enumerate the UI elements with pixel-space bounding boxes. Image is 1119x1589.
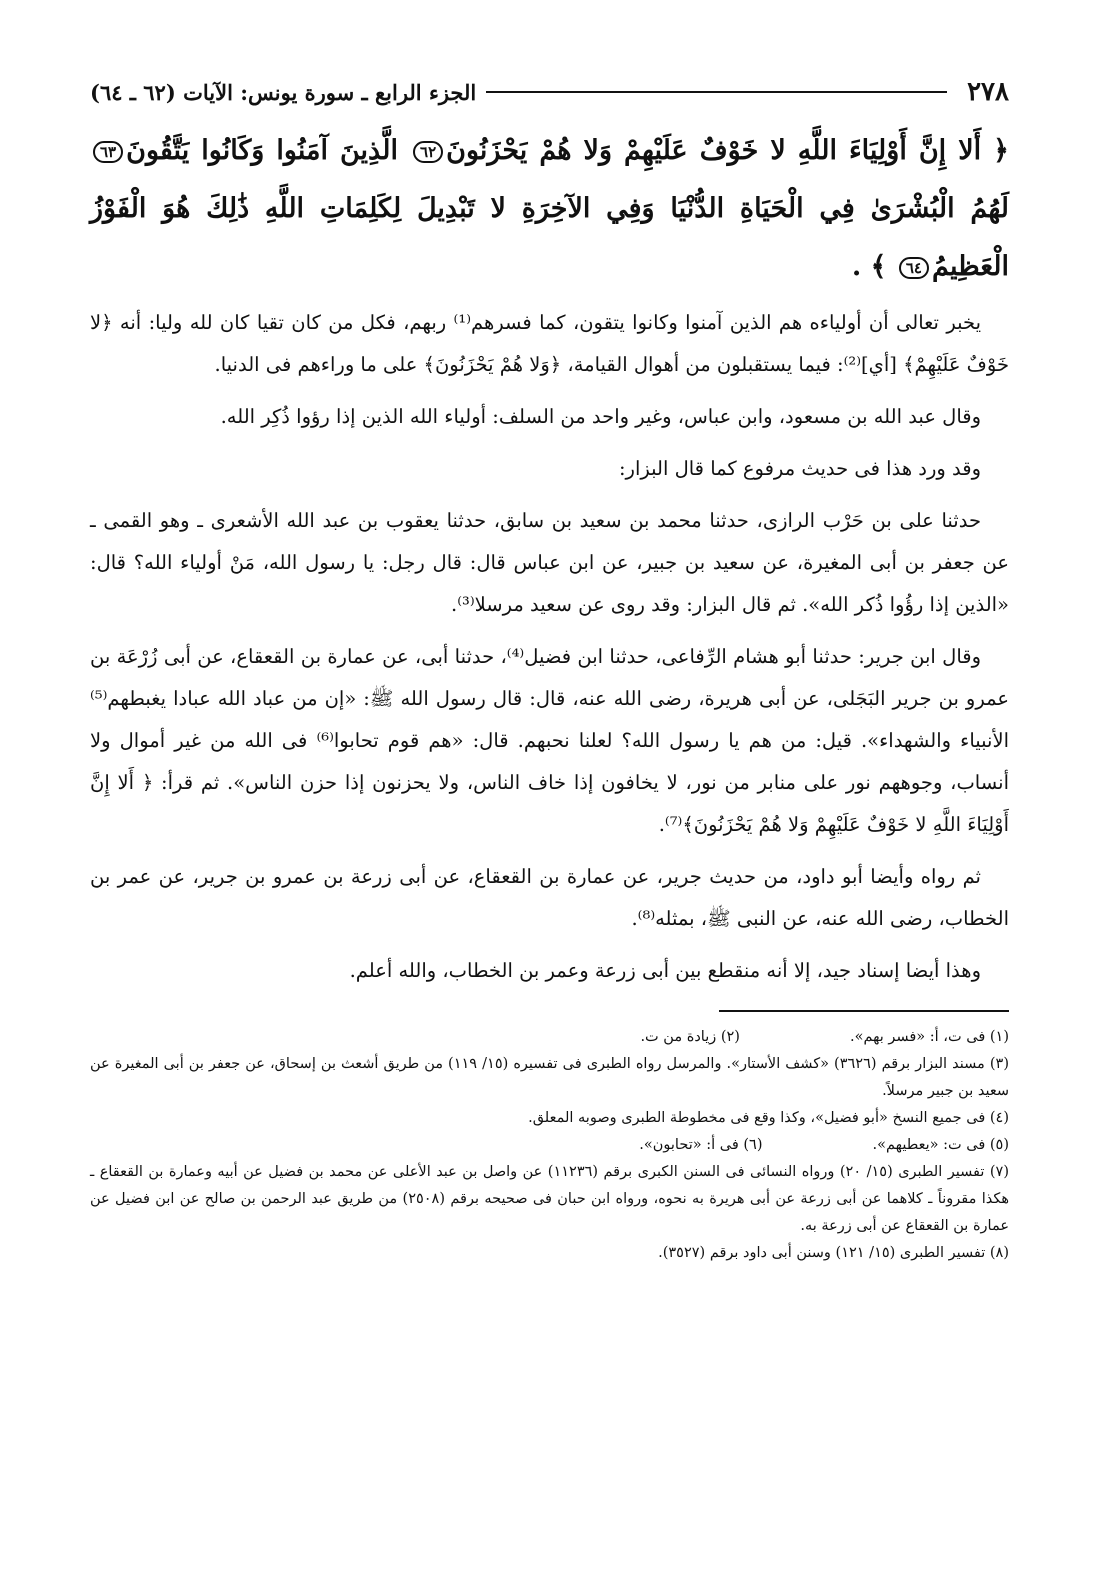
- footnotes: [90, 1024, 1009, 1267]
- footnote-2: (٢) زيادة من ت.: [640, 1029, 740, 1045]
- verse-end: ﴾ .: [851, 251, 887, 282]
- footnote-7: (٧) تفسير الطبرى (١٥/ ٢٠) ورواه النسائى فى السنن الكبرى برقم (١١٢٣٦) عن واصل بن عبد الأعلى عن محمد بن فضيل عن أبيه وعمارة بن القعقاع ـ هكذا مقروناً ـ كلاهما عن أبى زرعة عن أبى هريرة به نحوه، ورواه ابن حبان فى صحيحه برقم (٢٥٠٨) من طريق عبد الرحمن بن صالح عن ابن فضيل عن عمارة بن القعقاع عن أبى زرعة به.: [90, 1164, 1009, 1234]
- paragraph-2: وقال عبد الله بن مسعود، وابن عباس، وغير واحد من السلف: أولياء الله الذين إذا رؤوا ذُكِر الله.: [220, 405, 981, 428]
- paragraph-7: وهذا أيضا إسناد جيد، إلا أنه منقطع بين أبى زرعة وعمر بن الخطاب، والله أعلم.: [349, 959, 981, 982]
- paragraph-5: وقال ابن جرير: حدثنا أبو هشام الرِّفاعى، حدثنا ابن فضيل⁽⁴⁾، حدثنا أبى، عن عمارة بن القعقاع، عن أبى زُرْعَة بن عمرو بن جرير البَجَلى، عن أبى هريرة، رضى الله عنه، قال: قال رسول الله ﷺ: «إن من عباد الله عبادا يغبطهم⁽⁵⁾ الأنبياء والشهداء». قيل: من هم يا رسول الله؟ لعلنا نحبهم. قال: «هم قوم تحابوا⁽⁶⁾ فى الله من غير أموال ولا أنساب، وجوههم نور على منابر من نور، لا يخافون إذا خاف الناس، ولا يحزنون إذا حزن الناس». ثم قرأ: ﴿ أَلا إِنَّ أَوْلِيَاءَ اللَّهِ لا خَوْفٌ عَلَيْهِمْ وَلا هُمْ يَحْزَنُونَ﴾⁽⁷⁾.: [90, 645, 1009, 836]
- footnote-8: (٨) تفسير الطبرى (١٥/ ١٢١) وسنن أبى داود برقم (٣٥٢٧).: [658, 1245, 1009, 1261]
- footnote-1: (١) فى ت، أ: «فسر بهم».: [849, 1029, 1009, 1045]
- ayah-marker-62: ٦٢: [413, 141, 443, 163]
- verse-part-3: لَهُمُ الْبُشْرَىٰ فِي الْحَيَاةِ الدُّنْيَا وَفِي الآخِرَةِ لا تَبْدِيلَ لِكَلِمَاتِ اللَّهِ ذَٰلِكَ هُوَ الْفَوْزُ الْعَظِيمُ: [90, 193, 1009, 282]
- header-rule: [486, 91, 947, 93]
- running-title: الجزء الرابع ـ سورة يونس: الآيات (٦٢ ـ ٦٤): [90, 79, 477, 105]
- footnote-3: (٣) مسند البزار برقم (٣٦٢٦) «كشف الأستار». والمرسل رواه الطبرى فى تفسيره (١٥/ ١١٩) من طريق أشعث بن إسحاق، عن جعفر بن أبى المغيرة عن سعيد بن جبير مرسلاً.: [90, 1056, 1009, 1099]
- ayah-marker-63: ٦٣: [93, 141, 123, 163]
- page-number: ٢٧٨: [967, 77, 1009, 107]
- page-header: [90, 72, 1009, 112]
- paragraph-6: ثم رواه وأيضا أبو داود، من حديث جرير، عن عمارة بن القعقاع، عن أبى زرعة بن عمرو بن جرير، عن عمر بن الخطاب، رضى الله عنه، عن النبى ﷺ، بمثله⁽⁸⁾.: [90, 865, 1009, 930]
- paragraph-4: حدثنا على بن حَرْب الرازى، حدثنا محمد بن سعيد بن سابق، حدثنا يعقوب بن عبد الله الأشعرى ـ وهو القمى ـ عن جعفر بن أبى المغيرة، عن سعيد بن جبير، عن ابن عباس قال: قال رجل: يا رسول الله، مَنْ أولياء الله؟ قال: «الذين إذا رؤُوا ذُكر الله». ثم قال البزار: وقد روى عن سعيد مرسلا⁽³⁾.: [90, 509, 1009, 616]
- paragraph-3: وقد ورد هذا فى حديث مرفوع كما قال البزار:: [618, 457, 981, 480]
- footnote-6: (٦) فى أ: «تحابون».: [639, 1137, 763, 1153]
- ayah-marker-64: ٦٤: [899, 257, 929, 279]
- footnote-row-5-6: [90, 1132, 1009, 1159]
- footnote-5: (٥) فى ت: «يعطيهم».: [872, 1137, 1009, 1153]
- footnote-row-1-2: [90, 1024, 1009, 1051]
- paragraph-1: يخبر تعالى أن أولياءه هم الذين آمنوا وكانوا يتقون، كما فسرهم⁽¹⁾ ربهم، فكل من كان تقيا كان لله وليا: أنه ﴿لا خَوْفٌ عَلَيْهِمْ﴾ [أي]⁽²⁾: فيما يستقبلون من أهوال القيامة، ﴿وَلا هُمْ يَحْزَنُونَ﴾ على ما وراءهم فى الدنيا.: [90, 311, 1009, 376]
- quran-verse: [90, 122, 1009, 296]
- verse-part-1: ﴿ أَلا إِنَّ أَوْلِيَاءَ اللَّهِ لا خَوْفٌ عَلَيْهِمْ وَلا هُمْ يَحْزَنُونَ: [446, 135, 1009, 166]
- footnote-4: (٤) فى جميع النسخ «أبو فضيل»، وكذا وقع فى مخطوطة الطبرى وصوبه المعلق.: [528, 1110, 1009, 1126]
- verse-part-2: الَّذِينَ آمَنُوا وَكَانُوا يَتَّقُونَ: [126, 135, 398, 166]
- footnote-rule: [719, 1010, 1009, 1012]
